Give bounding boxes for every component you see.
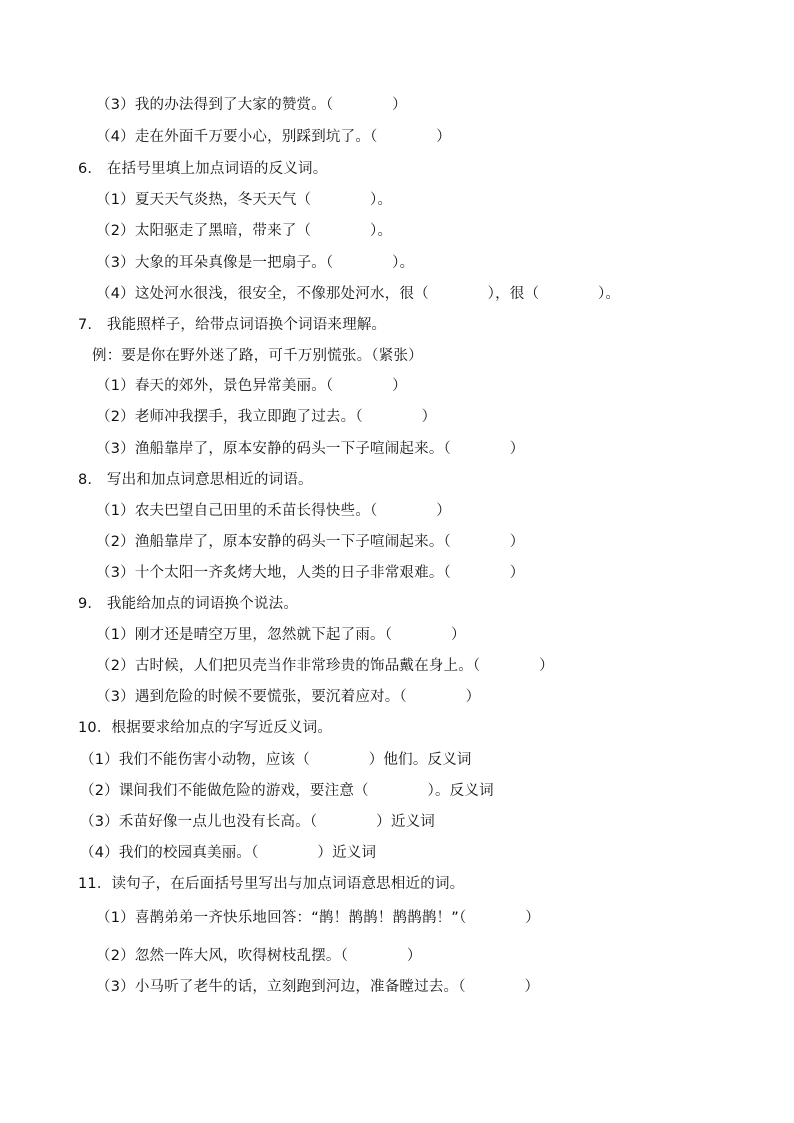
q5-item-4: （4）走在外面千万要小心，别踩到坑了。（ ） — [96, 129, 451, 145]
q10-item-3: （3）禾苗好像一点儿也没有长高。（ ）近义词 — [80, 814, 435, 830]
q9-item-1: （1）刚才还是晴空万里，忽然就下起了雨。（ ） — [96, 627, 466, 643]
q7-item-3: （3）渔船靠岸了，原本安静的码头一下子喧闹起来。（ ） — [96, 441, 525, 457]
q9-item-2: （2）古时候，人们把贝壳当作非常珍贵的饰品戴在身上。（ ） — [96, 658, 554, 674]
q10-item-1: （1）我们不能伤害小动物，应该（ ）他们。反义词 — [80, 752, 472, 768]
q9-heading: 9. 我能给加点的词语换个说法。 — [78, 596, 299, 612]
q7-item-1: （1）春天的郊外，景色异常美丽。（ ） — [96, 378, 407, 394]
q11-item-1: （1）喜鹊弟弟一齐快乐地回答：“鹊！鹊鹊！鹊鹊鹊！”（ ） — [96, 910, 540, 926]
q7-example: 例：要是你在野外迷了路，可千万别慌张。（紧张） — [92, 348, 423, 364]
q11-item-2: （2）忽然一阵大风，吹得树枝乱摆。（ ） — [96, 948, 422, 964]
q11-heading: 11．读句子，在后面括号里写出与加点词语意思相近的词。 — [78, 876, 465, 892]
q8-heading: 8. 写出和加点词意思相近的词语。 — [78, 472, 313, 488]
q10-item-4: （4）我们的校园真美丽。（ ）近义词 — [80, 845, 377, 861]
q6-item-1: （1）夏天天气炎热，冬天天气（ ）。 — [96, 192, 393, 208]
q10-item-2: （2）课间我们不能做危险的游戏，要注意（ ）。反义词 — [80, 783, 494, 799]
q9-item-3: （3）遇到危险的时候不要慌张，要沉着应对。（ ） — [96, 689, 481, 705]
q8-item-3: （3）十个太阳一齐炙烤大地，人类的日子非常艰难。（ ） — [96, 565, 525, 581]
q5-item-3: （3）我的办法得到了大家的赞赏。（ ） — [96, 97, 407, 113]
q7-heading: 7. 我能照样子，给带点词语换个词语来理解。 — [78, 317, 387, 333]
q6-item-2: （2）太阳驱走了黑暗，带来了（ ）。 — [96, 223, 393, 239]
q6-heading: 6. 在括号里填上加点词语的反义词。 — [78, 161, 328, 177]
q10-heading: 10．根据要求给加点的字写近反义词。 — [78, 720, 333, 736]
q6-item-3: （3）大象的耳朵真像是一把扇子。（ ）。 — [96, 255, 415, 271]
q8-item-2: （2）渔船靠岸了，原本安静的码头一下子喧闹起来。（ ） — [96, 534, 525, 550]
q11-item-3: （3）小马听了老牛的话，立刻跑到河边，准备瞠过去。（ ） — [96, 979, 540, 995]
q8-item-1: （1）农夫巴望自己田里的禾苗长得快些。（ ） — [96, 503, 451, 519]
q6-item-4: （4）这处河水很浅，很安全，不像那处河水，很（ ），很（ ）。 — [96, 286, 621, 302]
q7-item-2: （2）老师冲我摆手，我立即跑了过去。（ ） — [96, 409, 437, 425]
